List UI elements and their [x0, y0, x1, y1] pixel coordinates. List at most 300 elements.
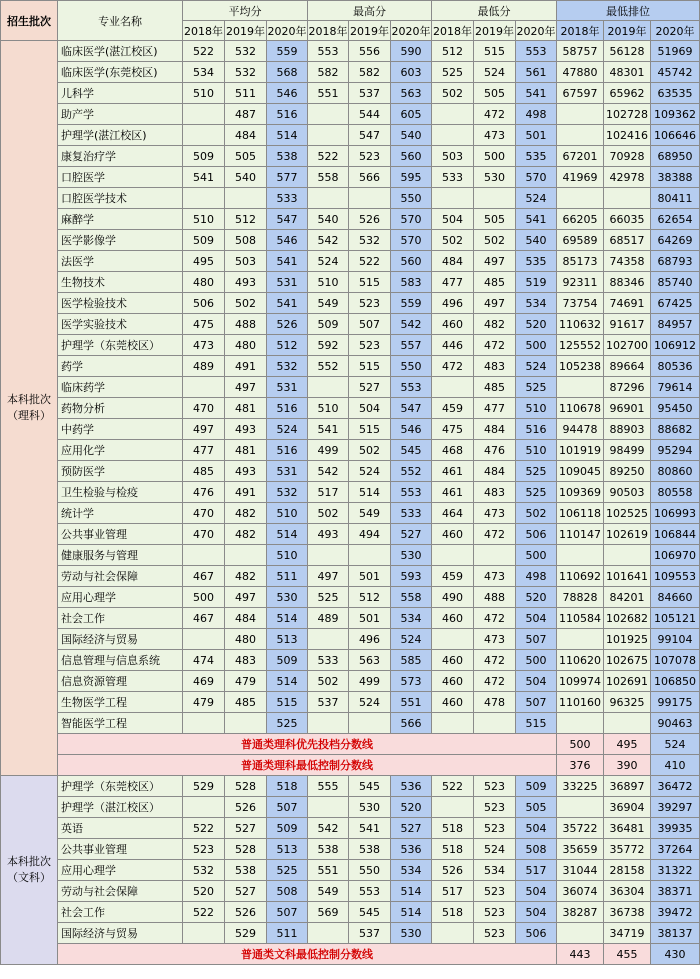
rank-value — [557, 377, 604, 398]
header-group-min: 最低分 — [432, 1, 557, 21]
avg-value — [183, 377, 225, 398]
min-value: 500 — [516, 545, 557, 566]
avg-value: 538 — [267, 146, 308, 167]
rank-value: 110620 — [557, 650, 604, 671]
max-value: 595 — [391, 167, 432, 188]
min-value: 497 — [474, 251, 516, 272]
table-row — [1, 797, 700, 818]
min-value: 520 — [516, 587, 557, 608]
rank-value: 98499 — [604, 440, 651, 461]
max-value: 502 — [349, 440, 391, 461]
control-line-value: 410 — [651, 755, 700, 776]
header-avg-year: 2020年 — [267, 21, 308, 41]
min-value: 510 — [516, 398, 557, 419]
rank-value: 51969 — [651, 41, 700, 62]
table-row — [1, 167, 700, 188]
avg-value — [183, 797, 225, 818]
rank-value: 88682 — [651, 419, 700, 440]
max-value: 551 — [308, 83, 349, 104]
min-value: 473 — [474, 566, 516, 587]
table-row — [1, 776, 700, 797]
major-name: 医学实验技术 — [58, 314, 183, 335]
min-value — [432, 797, 474, 818]
table-row — [1, 692, 700, 713]
rank-value: 73754 — [557, 293, 604, 314]
max-value: 530 — [391, 923, 432, 944]
table-row — [1, 398, 700, 419]
control-line-value: 376 — [557, 755, 604, 776]
min-value: 541 — [516, 209, 557, 230]
rank-value: 36897 — [604, 776, 651, 797]
min-value: 503 — [432, 146, 474, 167]
max-value: 527 — [391, 524, 432, 545]
major-name: 社会工作 — [58, 608, 183, 629]
min-value: 472 — [432, 356, 474, 377]
avg-value: 515 — [267, 692, 308, 713]
major-name: 护理学（湛江校区） — [58, 797, 183, 818]
table-row — [1, 629, 700, 650]
min-value: 473 — [474, 125, 516, 146]
max-value — [308, 125, 349, 146]
rank-value: 70928 — [604, 146, 651, 167]
min-value: 459 — [432, 398, 474, 419]
max-value: 545 — [391, 440, 432, 461]
max-value: 542 — [308, 461, 349, 482]
rank-value: 64269 — [651, 230, 700, 251]
min-value: 515 — [516, 713, 557, 734]
max-value: 536 — [391, 839, 432, 860]
control-line-value: 524 — [651, 734, 700, 755]
min-value: 460 — [432, 314, 474, 335]
rank-value: 105121 — [651, 608, 700, 629]
min-value: 488 — [474, 587, 516, 608]
avg-value: 529 — [225, 923, 267, 944]
batch-label-text: 本科批次（理科） — [7, 393, 51, 422]
max-value: 522 — [349, 251, 391, 272]
min-value: 504 — [516, 818, 557, 839]
rank-value: 106646 — [651, 125, 700, 146]
batch-label — [1, 776, 58, 965]
max-value: 549 — [308, 293, 349, 314]
max-value — [308, 188, 349, 209]
min-value: 524 — [516, 356, 557, 377]
max-value: 530 — [391, 545, 432, 566]
rank-value: 102691 — [604, 671, 651, 692]
avg-value — [183, 629, 225, 650]
avg-value: 488 — [225, 314, 267, 335]
table-row — [1, 482, 700, 503]
max-value: 524 — [349, 461, 391, 482]
avg-value: 512 — [267, 335, 308, 356]
max-value: 504 — [349, 398, 391, 419]
avg-value — [225, 188, 267, 209]
table-row — [1, 524, 700, 545]
major-name: 临床医学(湛江校区) — [58, 41, 183, 62]
avg-value — [183, 125, 225, 146]
min-value: 506 — [516, 923, 557, 944]
max-value: 552 — [308, 356, 349, 377]
max-value: 522 — [308, 146, 349, 167]
rank-value: 102525 — [604, 503, 651, 524]
header-rank-year: 2018年 — [557, 21, 604, 41]
min-value: 482 — [474, 314, 516, 335]
avg-value: 528 — [225, 839, 267, 860]
max-value: 549 — [308, 881, 349, 902]
avg-value: 522 — [183, 818, 225, 839]
rank-value: 109553 — [651, 566, 700, 587]
rank-value: 99175 — [651, 692, 700, 713]
min-value: 485 — [474, 272, 516, 293]
rank-value: 63535 — [651, 83, 700, 104]
max-value — [308, 923, 349, 944]
rank-value: 56128 — [604, 41, 651, 62]
rank-value: 39935 — [651, 818, 700, 839]
avg-value: 520 — [183, 881, 225, 902]
max-value: 515 — [349, 356, 391, 377]
min-value: 525 — [516, 377, 557, 398]
rank-value: 36472 — [651, 776, 700, 797]
max-value — [308, 545, 349, 566]
control-line-value: 495 — [604, 734, 651, 755]
avg-value: 532 — [225, 41, 267, 62]
avg-value: 516 — [267, 104, 308, 125]
rank-value: 84957 — [651, 314, 700, 335]
max-value: 570 — [391, 209, 432, 230]
avg-value: 532 — [267, 356, 308, 377]
batch-label — [1, 41, 58, 776]
min-value: 570 — [516, 167, 557, 188]
min-value — [432, 713, 474, 734]
rank-value: 78828 — [557, 587, 604, 608]
major-name: 国际经济与贸易 — [58, 629, 183, 650]
rank-value: 34719 — [604, 923, 651, 944]
avg-value: 481 — [225, 398, 267, 419]
control-line-value: 500 — [557, 734, 604, 755]
rank-value: 67201 — [557, 146, 604, 167]
header-min-year: 2019年 — [474, 21, 516, 41]
min-value: 512 — [432, 41, 474, 62]
avg-value: 547 — [267, 209, 308, 230]
max-value: 532 — [349, 230, 391, 251]
rank-value — [557, 545, 604, 566]
header-group-rank: 最低排位 — [557, 1, 700, 21]
table-row — [1, 377, 700, 398]
rank-value: 92311 — [557, 272, 604, 293]
min-value: 500 — [516, 335, 557, 356]
rank-value: 125552 — [557, 335, 604, 356]
table-row — [1, 881, 700, 902]
rank-value: 85173 — [557, 251, 604, 272]
control-line-label: 普通类理科最低控制分数线 — [58, 755, 557, 776]
min-value: 507 — [516, 629, 557, 650]
min-value: 502 — [516, 503, 557, 524]
avg-value: 502 — [225, 293, 267, 314]
avg-value: 485 — [225, 692, 267, 713]
min-value: 519 — [516, 272, 557, 293]
min-value: 518 — [432, 818, 474, 839]
rank-value: 67597 — [557, 83, 604, 104]
max-value: 553 — [308, 41, 349, 62]
avg-value: 493 — [225, 419, 267, 440]
max-value: 573 — [391, 671, 432, 692]
max-value: 533 — [391, 503, 432, 524]
min-value: 472 — [474, 104, 516, 125]
avg-value: 511 — [225, 83, 267, 104]
avg-value: 526 — [267, 314, 308, 335]
max-value: 590 — [391, 41, 432, 62]
rank-value: 94478 — [557, 419, 604, 440]
max-value: 593 — [391, 566, 432, 587]
major-name: 医学影像学 — [58, 230, 183, 251]
max-value: 549 — [349, 503, 391, 524]
avg-value: 514 — [267, 608, 308, 629]
max-value: 523 — [349, 335, 391, 356]
max-value: 510 — [308, 272, 349, 293]
control-line-row — [1, 944, 700, 965]
rank-value: 102416 — [604, 125, 651, 146]
rank-value: 28158 — [604, 860, 651, 881]
avg-value: 541 — [267, 251, 308, 272]
table-row — [1, 272, 700, 293]
table-header — [1, 1, 700, 41]
max-value: 547 — [391, 398, 432, 419]
min-value: 473 — [474, 629, 516, 650]
max-value: 533 — [308, 650, 349, 671]
max-value: 514 — [349, 482, 391, 503]
min-value: 501 — [516, 125, 557, 146]
rank-value: 110678 — [557, 398, 604, 419]
table-row — [1, 713, 700, 734]
max-value: 592 — [308, 335, 349, 356]
max-value: 524 — [349, 692, 391, 713]
min-value: 472 — [474, 335, 516, 356]
avg-value: 474 — [183, 650, 225, 671]
rank-value: 110632 — [557, 314, 604, 335]
avg-value: 514 — [267, 524, 308, 545]
rank-value: 102728 — [604, 104, 651, 125]
major-name: 护理学（东莞校区） — [58, 335, 183, 356]
rank-value: 33225 — [557, 776, 604, 797]
avg-value: 527 — [225, 881, 267, 902]
rank-value: 67425 — [651, 293, 700, 314]
major-name: 预防医学 — [58, 461, 183, 482]
rank-value: 38287 — [557, 902, 604, 923]
max-value: 499 — [308, 440, 349, 461]
avg-value: 511 — [267, 566, 308, 587]
avg-value — [225, 545, 267, 566]
avg-value: 526 — [225, 902, 267, 923]
min-value: 520 — [516, 314, 557, 335]
rank-value: 45742 — [651, 62, 700, 83]
min-value: 523 — [474, 881, 516, 902]
table-row — [1, 356, 700, 377]
rank-value: 96325 — [604, 692, 651, 713]
max-value: 583 — [391, 272, 432, 293]
min-value: 461 — [432, 461, 474, 482]
avg-value: 467 — [183, 608, 225, 629]
rank-value: 31322 — [651, 860, 700, 881]
rank-value — [604, 545, 651, 566]
table-row — [1, 41, 700, 62]
max-value: 527 — [349, 377, 391, 398]
avg-value: 470 — [183, 503, 225, 524]
major-name: 护理学（东莞校区） — [58, 776, 183, 797]
max-value — [308, 797, 349, 818]
rank-value: 106993 — [651, 503, 700, 524]
min-value: 540 — [516, 230, 557, 251]
avg-value: 513 — [267, 629, 308, 650]
major-name: 药物分析 — [58, 398, 183, 419]
max-value: 558 — [391, 587, 432, 608]
max-value: 553 — [349, 881, 391, 902]
min-value: 522 — [432, 776, 474, 797]
major-name: 临床医学(东莞校区) — [58, 62, 183, 83]
avg-value: 470 — [183, 398, 225, 419]
avg-value: 509 — [267, 650, 308, 671]
major-name: 劳动与社会保障 — [58, 566, 183, 587]
avg-value: 510 — [183, 83, 225, 104]
max-value: 514 — [391, 881, 432, 902]
max-value: 509 — [308, 314, 349, 335]
max-value — [349, 188, 391, 209]
min-value: 500 — [474, 146, 516, 167]
avg-value: 516 — [267, 440, 308, 461]
rank-value: 48301 — [604, 62, 651, 83]
rank-value: 41969 — [557, 167, 604, 188]
rank-value: 31044 — [557, 860, 604, 881]
header-avg-year: 2018年 — [183, 21, 225, 41]
min-value: 504 — [432, 209, 474, 230]
min-value: 460 — [432, 692, 474, 713]
major-name: 英语 — [58, 818, 183, 839]
avg-value: 479 — [183, 692, 225, 713]
avg-value: 483 — [225, 650, 267, 671]
avg-value: 507 — [267, 902, 308, 923]
max-value: 553 — [391, 482, 432, 503]
avg-value: 467 — [183, 566, 225, 587]
min-value: 504 — [516, 881, 557, 902]
major-name: 应用化学 — [58, 440, 183, 461]
max-value: 538 — [349, 839, 391, 860]
table-row — [1, 818, 700, 839]
avg-value: 508 — [225, 230, 267, 251]
max-value — [308, 104, 349, 125]
max-value: 517 — [308, 482, 349, 503]
table-row — [1, 650, 700, 671]
rank-value — [557, 104, 604, 125]
min-value: 523 — [474, 776, 516, 797]
max-value: 560 — [391, 146, 432, 167]
rank-value: 107078 — [651, 650, 700, 671]
avg-value: 514 — [267, 671, 308, 692]
header-batch: 招生批次 — [1, 1, 58, 41]
max-value: 537 — [349, 83, 391, 104]
rank-value: 42978 — [604, 167, 651, 188]
avg-value: 516 — [267, 398, 308, 419]
avg-value: 475 — [183, 314, 225, 335]
max-value: 494 — [349, 524, 391, 545]
min-value: 496 — [432, 293, 474, 314]
major-name: 应用心理学 — [58, 860, 183, 881]
rank-value: 109362 — [651, 104, 700, 125]
rank-value: 68950 — [651, 146, 700, 167]
table-row — [1, 209, 700, 230]
major-name: 口腔医学技术 — [58, 188, 183, 209]
max-value: 555 — [308, 776, 349, 797]
avg-value: 479 — [225, 671, 267, 692]
rank-value: 102682 — [604, 608, 651, 629]
rank-value: 47880 — [557, 62, 604, 83]
max-value: 540 — [391, 125, 432, 146]
max-value: 501 — [349, 566, 391, 587]
rank-value: 110147 — [557, 524, 604, 545]
max-value: 502 — [308, 503, 349, 524]
major-name: 康复治疗学 — [58, 146, 183, 167]
max-value: 557 — [391, 335, 432, 356]
max-value: 542 — [308, 230, 349, 251]
min-value: 484 — [432, 251, 474, 272]
rank-value: 38388 — [651, 167, 700, 188]
max-value: 523 — [349, 146, 391, 167]
max-value: 540 — [308, 209, 349, 230]
max-value: 566 — [349, 167, 391, 188]
max-value: 499 — [349, 671, 391, 692]
avg-value: 532 — [183, 860, 225, 881]
major-name: 药学 — [58, 356, 183, 377]
rank-value: 101925 — [604, 629, 651, 650]
avg-value: 546 — [267, 83, 308, 104]
table-row — [1, 419, 700, 440]
min-value: 468 — [432, 440, 474, 461]
rank-value: 66035 — [604, 209, 651, 230]
min-value: 533 — [432, 167, 474, 188]
min-value: 505 — [474, 83, 516, 104]
avg-value: 510 — [183, 209, 225, 230]
max-value: 520 — [391, 797, 432, 818]
avg-value: 511 — [267, 923, 308, 944]
rank-value: 39297 — [651, 797, 700, 818]
header-max-year: 2020年 — [391, 21, 432, 41]
min-value: 509 — [516, 776, 557, 797]
max-value: 541 — [349, 818, 391, 839]
rank-value: 80411 — [651, 188, 700, 209]
table-row — [1, 188, 700, 209]
min-value: 561 — [516, 62, 557, 83]
avg-value: 482 — [225, 503, 267, 524]
rank-value: 106844 — [651, 524, 700, 545]
max-value: 563 — [349, 650, 391, 671]
avg-value: 497 — [183, 419, 225, 440]
table-row — [1, 83, 700, 104]
rank-value: 35722 — [557, 818, 604, 839]
header-major: 专业名称 — [58, 1, 183, 41]
max-value: 552 — [391, 461, 432, 482]
min-value: 460 — [432, 671, 474, 692]
max-value: 551 — [391, 692, 432, 713]
min-value: 516 — [516, 419, 557, 440]
table-row — [1, 62, 700, 83]
avg-value: 480 — [225, 335, 267, 356]
table-row — [1, 860, 700, 881]
min-value: 507 — [516, 692, 557, 713]
min-value: 477 — [432, 272, 474, 293]
avg-value: 523 — [183, 839, 225, 860]
rank-value: 68517 — [604, 230, 651, 251]
avg-value: 546 — [267, 230, 308, 251]
table-row — [1, 503, 700, 524]
major-name: 信息管理与信息系统 — [58, 650, 183, 671]
rank-value: 109974 — [557, 671, 604, 692]
